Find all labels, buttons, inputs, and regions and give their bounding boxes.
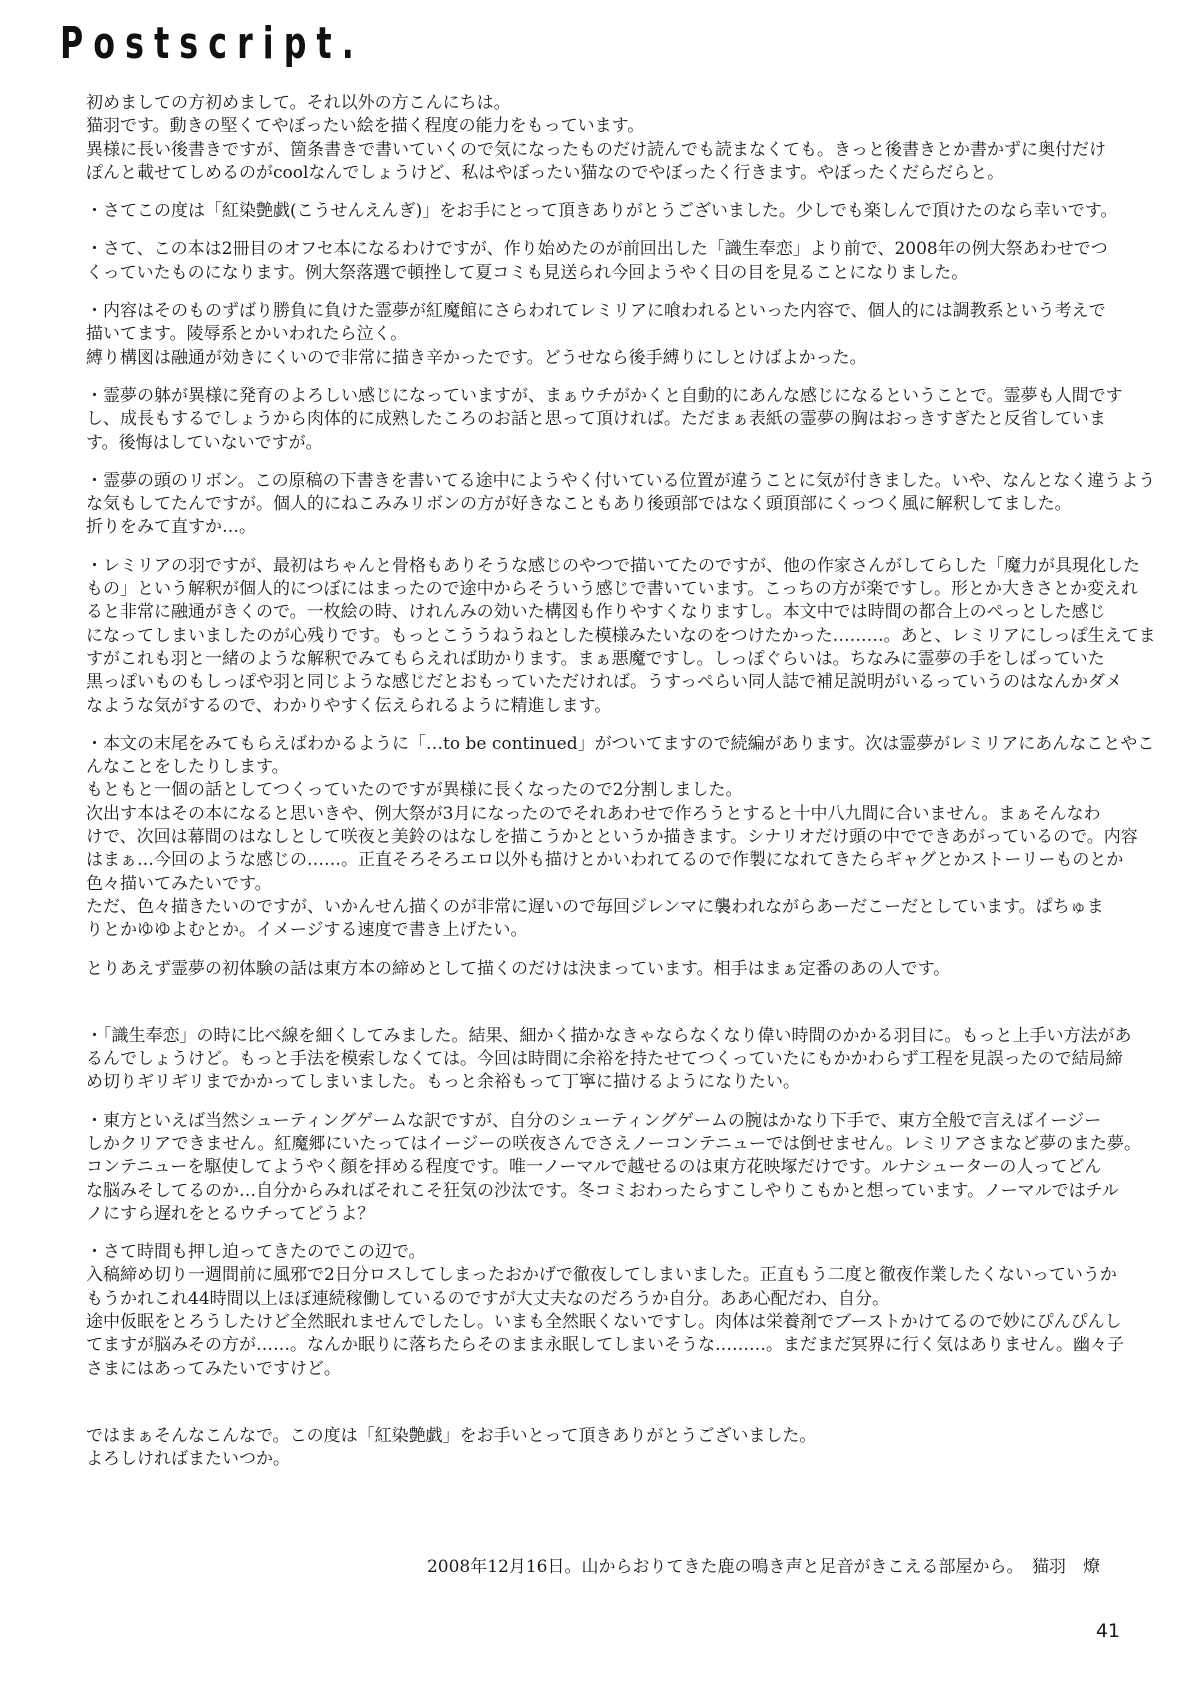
text-line: ・霊夢の躰が異様に発育のよろしい感じになっていますが、まぁウチがかくと自動的にあんな感じになるということで。霊夢も人間です xyxy=(86,385,1123,406)
text-line: なような気がするので、わかりやすく伝えられるように精進します。 xyxy=(86,695,612,716)
signature-line: 2008年12月16日。山からおりてきた鹿の鳴き声と足音がきこえる部屋から。 猫羽 燎 xyxy=(426,1557,1100,1577)
text-line: りとかゆゆよむとか。イメージする速度で書き上げたい。 xyxy=(86,920,528,941)
text-line: な脳みそしてるのか…自分からみればそれこそ狂気の沙汰です。冬コミおわったらすこしやりこもかと想っています。ノーマルではチル xyxy=(86,1180,1119,1201)
paragraph xyxy=(86,200,1136,223)
text-line: はまぁ…今回のような感じの……。正直そろそろエロ以外も描けとかいわれてるので作製になれてきたらギャグとかストーリーものとか xyxy=(86,850,1124,871)
paragraph xyxy=(86,385,1136,455)
text-line: くっていたものになります。例大祭落選で頓挫して夏コミも見送られ今回ようやく日の目を見ることになりました。 xyxy=(86,262,969,283)
text-line: ・さてこの度は「紅染艶戯(こうせんえんぎ)」をお手にとって頂きありがとうございました。少しでも楽しんで頂けたのなら幸いです。 xyxy=(86,201,1118,222)
text-line: し、成長もするでしょうから肉体的に成熟したころのお話と思って頂ければ。ただまぁ表紙の霊夢の胸はおっきすぎたと反省していま xyxy=(86,409,1106,430)
paragraph xyxy=(86,1241,1136,1381)
text-line: もの」という解釈が個人的につぼにはまったので途中からそういう感じで書いています。こっちの方が楽ですし。形とか大きさとか変えれ xyxy=(86,579,1138,600)
paragraph xyxy=(86,958,1136,981)
text-line: けで、次回は幕間のはなしとして咲夜と美鈴のはなしを描こうかとというか描きます。シナリオだけ頭の中でできあがっているので。内容 xyxy=(86,827,1138,848)
postscript-body xyxy=(86,92,1156,1487)
text-line: るんでしょうけど。もっと手法を模索しなくては。今回は時間に余裕を持たせてつくっていたにもかかわらず工程を見誤ったので結局締 xyxy=(86,1049,1123,1070)
text-line: 初めましての方初めまして。それ以外の方こんにちは。 xyxy=(86,93,511,113)
paragraph xyxy=(86,555,1156,718)
paragraph xyxy=(86,92,1136,185)
text-line: 次出す本はその本になると思いきや、例大祭が3月になったのでそれあわせで作ろうとすると十中八九間に合いません。まぁそんなわ xyxy=(86,803,1101,824)
text-line: ・「識生奉恋」の時に比べ線を細くしてみました。結果、細かく描かなきゃならなくなり偉い時間のかかる羽目に。もっと上手い方法があ xyxy=(86,1025,1132,1046)
text-line: さまにはあってみたいですけど。 xyxy=(86,1358,341,1379)
text-line: とりあえず霊夢の初体験の話は東方本の締めとして描くのだけは決まっています。相手はまぁ定番のあの人です。 xyxy=(86,958,951,979)
page-number: 41 xyxy=(1095,1620,1120,1642)
text-line: ただ、色々描きたいのですが、いかんせん描くのが非常に遅いので毎回ジレンマに襲われながらあーだこーだとしています。ぱちゅま xyxy=(86,896,1104,917)
text-line: 折りをみて直すか…。 xyxy=(86,517,256,538)
text-line: ・内容はそのものずばり勝負に負けた霊夢が紅魔館にさらわれてレミリアに喰われるといった内容で、個人的には調教系という考えで xyxy=(86,301,1106,322)
paragraph xyxy=(86,470,1156,540)
text-line: コンテニューを駆使してようやく顔を拝める程度です。唯一ノーマルで越せるのは東方花映塚だけです。ルナシューターの人ってどん xyxy=(86,1157,1102,1178)
text-line: ・さて、この本は2冊目のオフセ本になるわけですが、作り始めたのが前回出した「識生奉恋」より前で、2008年の例大祭あわせでつ xyxy=(86,239,1108,260)
paragraph xyxy=(86,1025,1136,1095)
paragraph xyxy=(86,1110,1142,1226)
text-line: ぽんと載せてしめるのがcoolなんでしょうけど、私はやぼったい猫なのでやぼったく行きます。やぼったくだらだらと。 xyxy=(86,162,1005,183)
text-line: ノにすら遅れをとるウチってどうよ？ xyxy=(86,1203,375,1224)
text-line: 途中仮眠をとろうしたけど全然眠れませんでしたし。いまも全然眠くないですし。肉体は栄養剤でブーストかけてるので妙にぴんぴんし xyxy=(86,1312,1122,1333)
paragraph xyxy=(86,733,1155,943)
text-line: ・東方といえば当然シューティングゲームな訳ですが、自分のシューティングゲームの腕はかなり下手で、東方全般で言えばイージー xyxy=(86,1110,1102,1131)
paragraph xyxy=(86,1425,1136,1472)
text-line: ると非常に融通がきくので。一枚絵の時、けれんみの効いた構図も作りやすくなりますし。本文中では時間の都合上のぺっとした感じ xyxy=(86,602,1106,623)
text-line: 縛り構図は融通が効きにくいので非常に描き辛かったです。どうせなら後手縛りにしとけばよかった。 xyxy=(86,347,867,368)
text-line: 入稿締め切り一週間前に風邪で2日分ロスしてしまったおかげで徹夜してしまいました。正直もう二度と徹夜作業したくないっていうか xyxy=(86,1265,1117,1286)
text-line: 猫羽です。動きの堅くてやぼったい絵を描く程度の能力をもっています。 xyxy=(86,116,645,137)
text-line: になってしまいましたのが心残りです。もっとこううねうねとした模様みたいなのをつけたかった………。あと、レミリアにしっぽ生えてま xyxy=(86,625,1156,646)
text-line: 描いてます。陵辱系とかいわれたら泣く。 xyxy=(86,324,408,345)
text-line: 黒っぽいものもしっぽや羽と同じような感じだとおもっていただければ。うすっぺらい同人誌で補足説明がいるっていうのはなんかダメ xyxy=(86,672,1122,693)
text-line: ・霊夢の頭のリボン。この原稿の下書きを書いてる途中にようやく付いている位置が違うことに気が付きました。いや、なんとなく違うよう xyxy=(86,470,1156,491)
text-line: ・さて時間も押し迫ってきたのでこの辺で。 xyxy=(86,1242,426,1263)
paragraph xyxy=(86,300,1136,370)
text-line: すがこれも羽と一緒のような解釈でみてもらえれば助かります。まぁ悪魔ですし。しっぽぐらいは。ちなみに霊夢の手をしばっていた xyxy=(86,648,1105,669)
text-line: もうかれこれ44時間以上ほぼ連続稼働しているのですが大丈夫なのだろうか自分。ああ心配だわ、自分。 xyxy=(86,1288,889,1309)
text-line: ・本文の末尾をみてもらえばわかるように「…to be continued」がついてますので続編があります。次は霊夢がレミリアにあんなことやこ xyxy=(86,733,1155,754)
text-line: 色々描いてみたいです。 xyxy=(86,873,272,894)
text-line: んなことをしたりします。 xyxy=(86,757,289,778)
text-line: 異様に長い後書きですが、箇条書きで書いていくので気になったものだけ読んでも読まなくても。きっと後書きとか書かずに奥付だけ xyxy=(86,139,1106,160)
text-line: もともと一個の話としてつくっていたのですが異様に長くなったので2分割しました。 xyxy=(86,780,743,801)
paragraph xyxy=(86,238,1136,285)
text-line: よろしければまたいつか。 xyxy=(86,1449,290,1470)
text-line: しかクリアできません。紅魔郷にいたってはイージーの咲夜さんでさえノーコンテニューでは倒せません。レミリアさまなど夢のまた夢。 xyxy=(86,1133,1142,1154)
text-line: す。後悔はしていないですが。 xyxy=(86,432,323,453)
text-line: ・レミリアの羽ですが、最初はちゃんと骨格もありそうな感じのやつで描いてたのですが、他の作家さんがしてらした「魔力が具現化した xyxy=(86,555,1140,576)
text-line: め切りギリギリまでかかってしまいました。もっと余裕もって丁寧に描けるようになりたい。 xyxy=(86,1072,800,1093)
text-line: てますが脳みその方が……。なんか眠りに落ちたらそのまま永眠してしまいそうな………。まだまだ冥界に行く気はありません。幽々子 xyxy=(86,1335,1125,1356)
page-title: Postscript. xyxy=(60,18,364,69)
text-line: な気もしてたんですが。個人的にねこみみリボンの方が好きなこともあり後頭部ではなく頭頂部にくっつく風に解釈してました。 xyxy=(86,494,1072,515)
text-line: ではまぁそんなこんなで。この度は「紅染艶戯」をお手いとって頂きありがとうございました。 xyxy=(86,1425,817,1446)
